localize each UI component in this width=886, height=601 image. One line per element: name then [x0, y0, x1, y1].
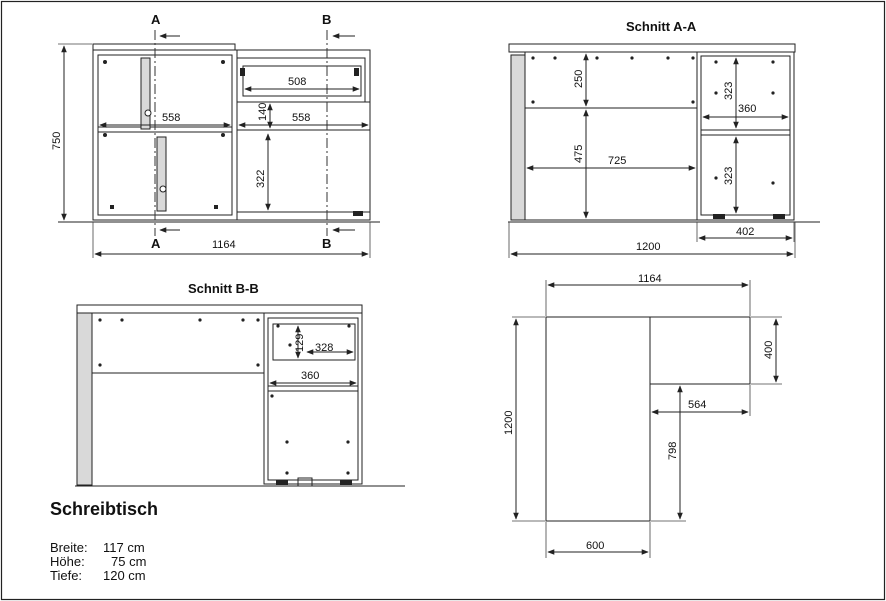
spec-width-label: Breite:	[50, 540, 88, 555]
section-aa-mid-475: 475	[573, 144, 585, 163]
section-aa-shelf-360: 360	[738, 103, 757, 115]
cut-marker-a-top: A	[151, 12, 161, 27]
front-height-750: 750	[51, 131, 63, 150]
plan-return-400: 400	[763, 340, 775, 359]
section-bb-drawer-129: 129	[294, 333, 306, 352]
spec-depth-label: Tiefe:	[50, 568, 83, 583]
plan-leg-798: 798	[667, 441, 679, 460]
cut-marker-a-bottom: A	[151, 236, 161, 251]
spec-height-label: Höhe:	[50, 554, 85, 569]
section-aa-cab-402: 402	[736, 226, 755, 238]
cut-marker-b-top: B	[322, 12, 332, 27]
section-bb-title: Schnitt B-B	[188, 281, 259, 296]
section-aa-view	[508, 19, 820, 258]
plan-view	[503, 273, 782, 558]
spec-depth-value: 120 cm	[103, 568, 146, 583]
plan-width-1164: 1164	[638, 273, 662, 285]
section-aa-width-725: 725	[608, 155, 627, 167]
front-right-width-558: 558	[292, 112, 311, 124]
front-lower-height-322: 322	[255, 169, 267, 188]
section-aa-upper-323: 323	[723, 81, 735, 100]
plan-depth-1200: 1200	[503, 410, 515, 435]
front-drawer-width-508: 508	[288, 76, 307, 88]
product-info	[50, 499, 158, 583]
front-left-width-558: 558	[162, 112, 181, 124]
section-aa-title: Schnitt A-A	[626, 19, 697, 34]
section-aa-top-250: 250	[573, 69, 585, 88]
plan-leg-600: 600	[586, 540, 605, 552]
plan-return-564: 564	[688, 399, 707, 411]
section-aa-depth-1200: 1200	[636, 241, 661, 253]
front-width-1164: 1164	[212, 239, 236, 251]
section-bb-view	[75, 281, 405, 486]
front-drawer-height-140: 140	[257, 102, 269, 121]
section-bb-shelf-360: 360	[301, 370, 320, 382]
cut-marker-b-bottom: B	[322, 236, 332, 251]
product-title: Schreibtisch	[50, 499, 159, 519]
spec-height-value: 75 cm	[111, 554, 147, 569]
spec-width-value: 117 cm	[103, 540, 145, 555]
section-aa-lower-323: 323	[723, 166, 735, 185]
section-bb-drawer-328: 328	[315, 342, 334, 354]
front-view	[51, 12, 380, 258]
